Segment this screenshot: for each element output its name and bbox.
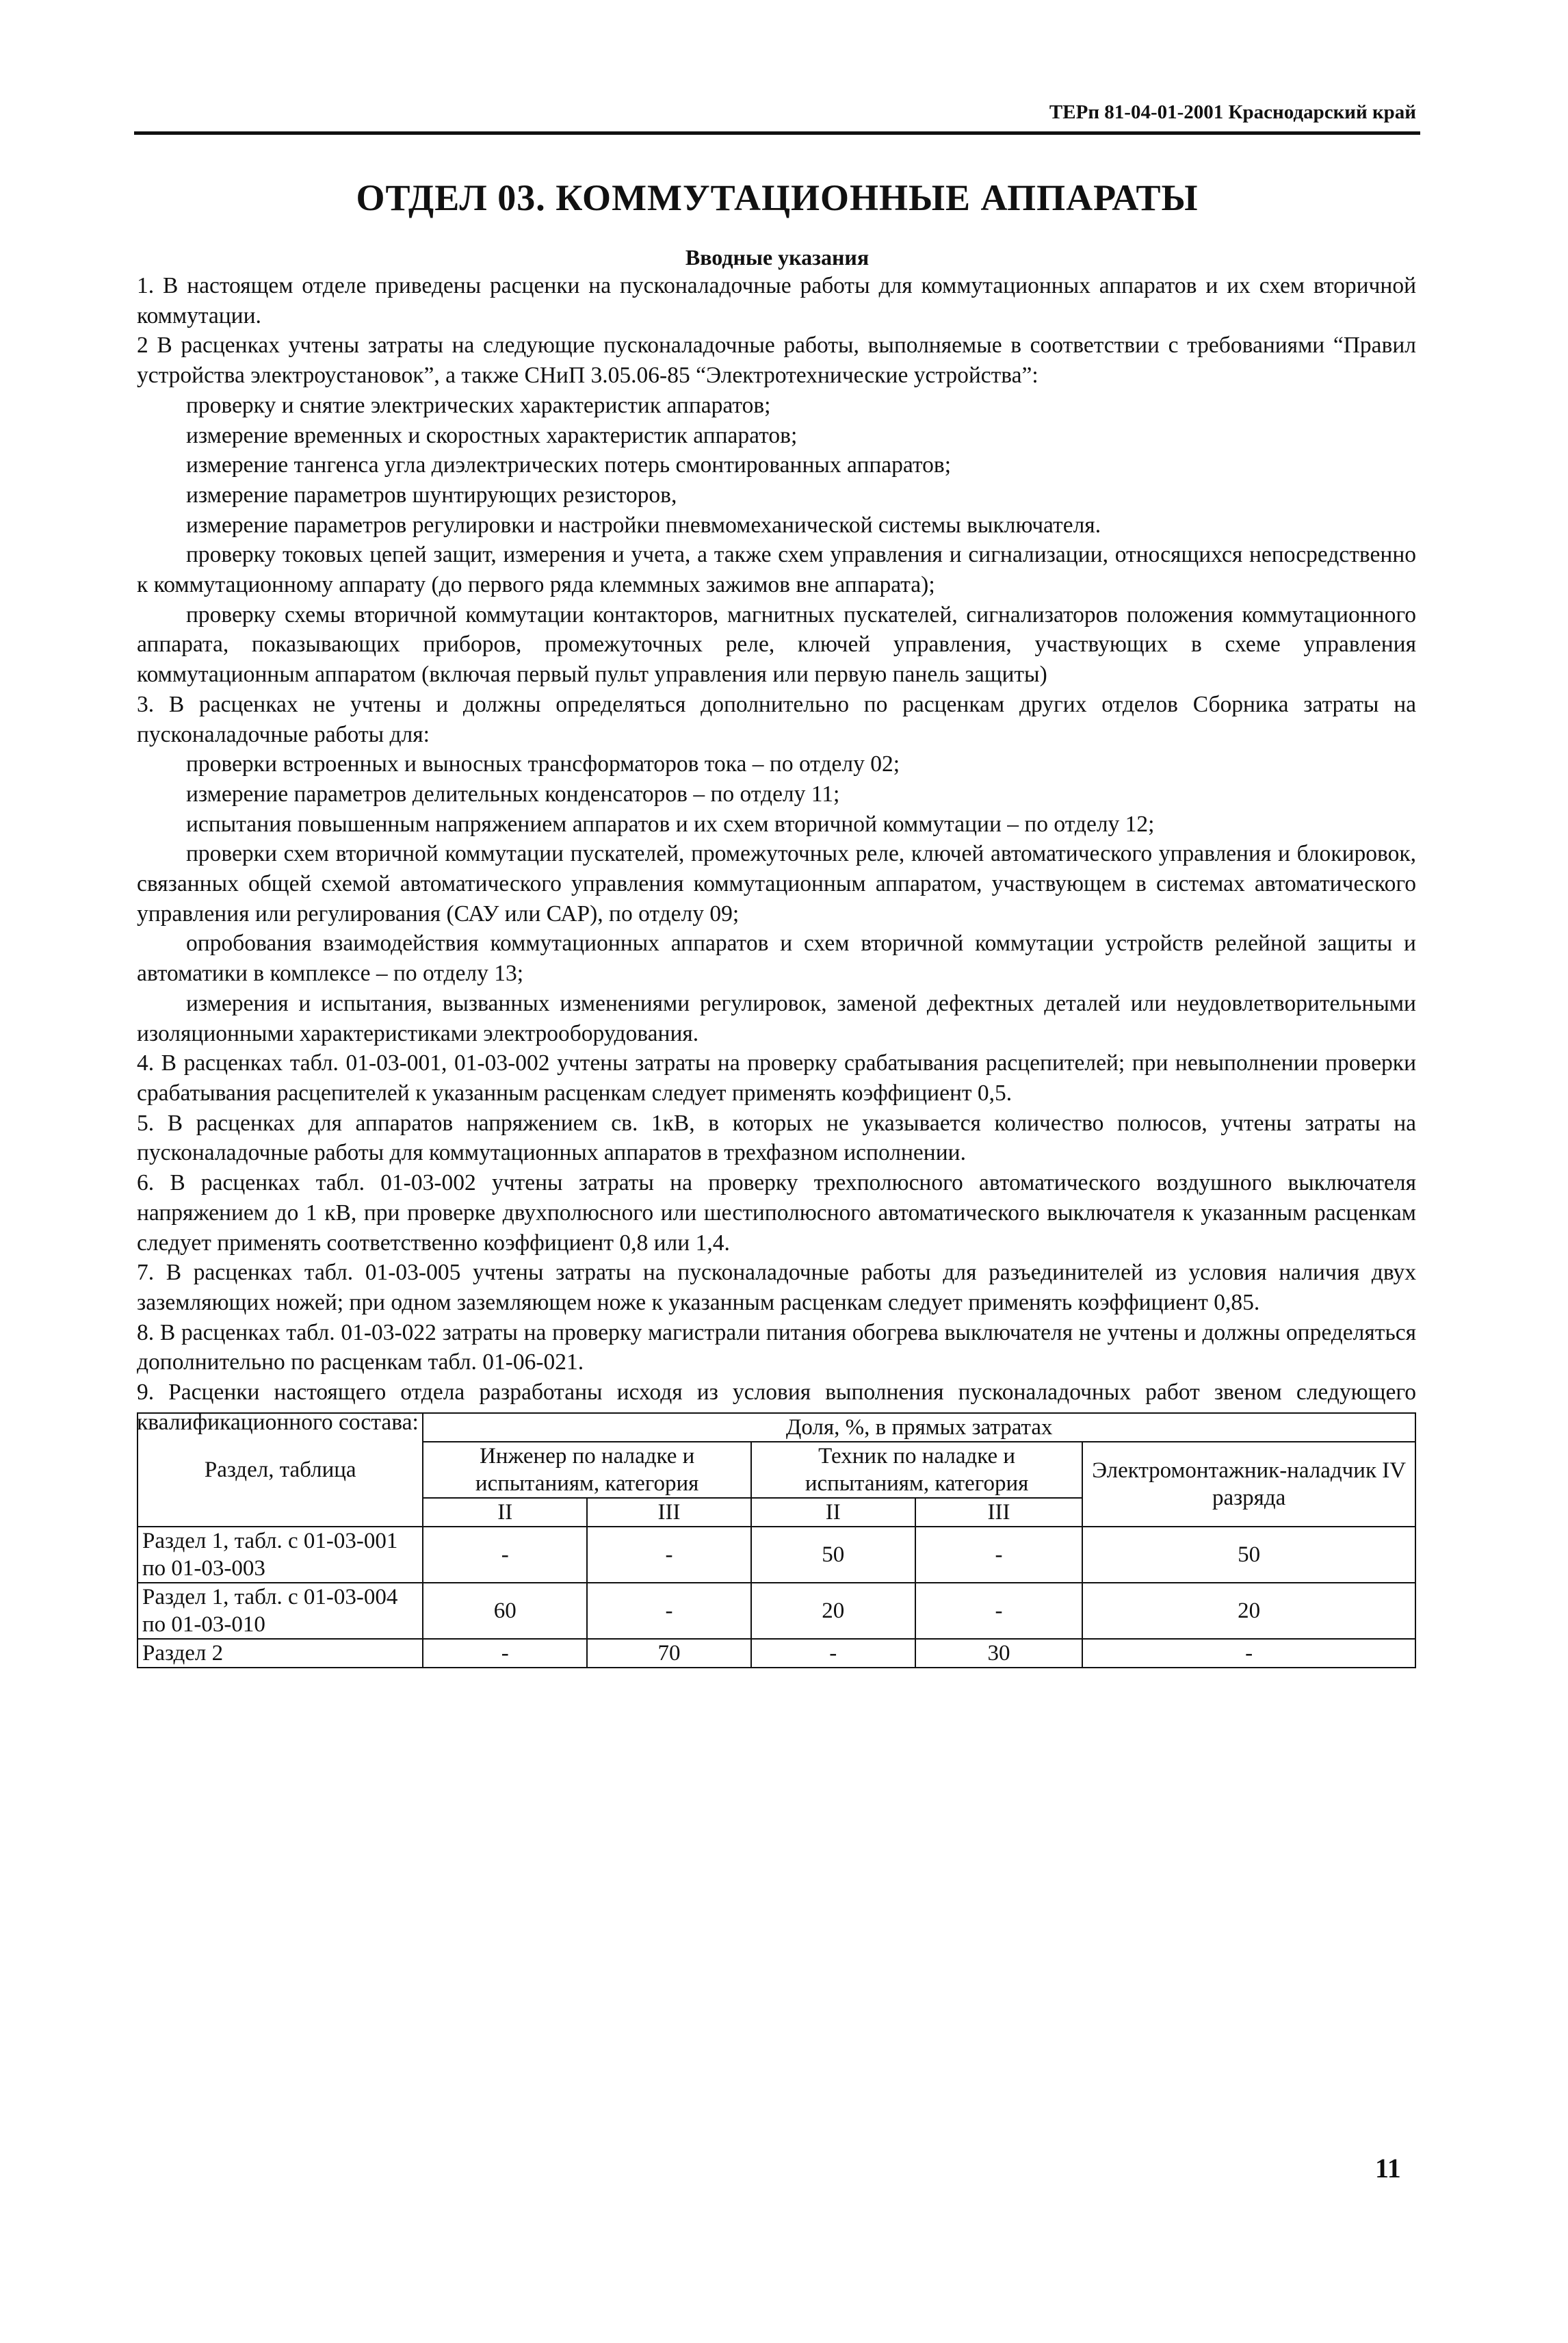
paragraph-9: 9. Расценки настоящего отдела разработаны исходя из условия выполнения пусконаладочных работ звеном следующего квалификационного состава: [137,1380,1416,1435]
list-item: измерение тангенса угла диэлектрических потерь смонтированных аппаратов; [186,452,951,478]
list-item: проверки встроенных и выносных трансформаторов тока – по отделу 02; [186,751,900,777]
list-item: измерение параметров шунтирующих резисторов, [186,482,677,508]
list-item: опробования взаимодействия коммутационных аппаратов и схем вторичной коммутации устройств релейной защиты и автоматики в комплексе – по отделу 13; [137,931,1416,987]
row-section: Раздел 1, табл. с 01-03-004 по 01-03-010 [138,1583,423,1639]
section-subtitle: Вводные указания [685,245,870,270]
list-item: проверки схем вторичной коммутации пускателей, промежуточных реле, ключей автоматического управления и блокировок, связанных общей схемой автоматического управления коммутационным аппаратом, участвующем в системах автоматического управления или регулирования (САУ или САР), по отделу 09; [137,841,1416,927]
document-code-header: ТЕРп 81-04-01-2001 Краснодарский край [1049,101,1416,123]
cell-electrician: 50 [1082,1527,1415,1583]
cell-engineer-iii: 70 [587,1639,751,1668]
cell-technician-iii: - [915,1583,1083,1639]
cell-technician-iii: - [915,1527,1083,1583]
list-item: измерение параметров делительных конденсаторов – по отделу 11; [186,781,840,807]
row-section: Раздел 2 [138,1639,423,1668]
header-electrician: Электромонтажник-наладчик IV разряда [1082,1442,1415,1527]
cell-technician-ii: - [751,1639,915,1668]
cell-electrician: - [1082,1639,1415,1668]
section-title: ОТДЕЛ 03. КОММУТАЦИОННЫЕ АППАРАТЫ [356,177,1199,218]
cell-technician-ii: 20 [751,1583,915,1639]
header-section: Раздел, таблица [138,1413,423,1527]
paragraph-7: 7. В расценках табл. 01-03-005 учтены затраты на пусконаладочные работы для разъединителей из условия наличия двух заземляющих ножей; при одном заземляющем ноже к указанным расценкам следует применять коэффициент 0,85. [137,1260,1416,1315]
cell-engineer-ii: - [423,1639,587,1668]
header-category-ii: II [423,1498,587,1527]
paragraph-3: 3. В расценках не учтены и должны определяться дополнительно по расценкам других отделов Сборника затраты на пусконаладочные работы для: [137,691,1416,747]
header-category-iii: III [587,1498,751,1527]
row-section: Раздел 1, табл. с 01-03-001 по 01-03-003 [138,1527,423,1583]
table-row [138,1583,1415,1639]
list-item: проверку токовых цепей защит, измерения и учета, а также схем управления и сигнализации, относящихся непосредственно к коммутационному аппарату (до первого ряда клеммных зажимов вне аппарата); [137,542,1416,598]
paragraph-8: 8. В расценках табл. 01-03-022 затраты на проверку магистрали питания обогрева выключателя не учтены и должны определяться дополнительно по расценкам табл. 01-06-021. [137,1319,1416,1375]
introductory-notes [137,271,1416,1437]
cell-technician-iii: 30 [915,1639,1083,1668]
list-item: измерение параметров регулировки и настройки пневмомеханической системы выключателя. [186,512,1101,538]
page-number: 11 [1375,2153,1401,2184]
cell-technician-ii: 50 [751,1527,915,1583]
table-row [138,1639,1415,1668]
header-category-iii: III [915,1498,1083,1527]
header-share-of-direct-costs: Доля, %, в прямых затратах [423,1413,1415,1442]
paragraph-5: 5. В расценках для аппаратов напряжением св. 1кВ, в которых не указывается количество полюсов, учтены затраты на пусконаладочные работы для коммутационных аппаратов в трехфазном исполнении. [137,1110,1416,1166]
crew-composition-table [137,1412,1416,1668]
header-technician: Техник по наладке и испытаниям, категория [751,1442,1082,1498]
cell-engineer-iii: - [587,1527,751,1583]
cell-electrician: 20 [1082,1583,1415,1639]
table-row [138,1527,1415,1583]
paragraph-2: 2 В расценках учтены затраты на следующие пусконаладочные работы, выполняемые в соответствии с требованиями “Правил устройства электроустановок”, а также СНиП 3.05.06-85 “Электротехнические устройства”: [137,333,1416,389]
list-item: проверку схемы вторичной коммутации контакторов, магнитных пускателей, сигнализаторов положения коммутационного аппарата, показывающих приборов, промежуточных реле, ключей управления, участвующих в схеме управления коммутационным аппаратом (включая первый пульт управления или первую панель защиты) [137,601,1416,688]
list-item: проверку и снятие электрических характеристик аппаратов; [186,392,771,418]
cell-engineer-ii: 60 [423,1583,587,1639]
cell-engineer-ii: - [423,1527,587,1583]
list-item: измерение временных и скоростных характеристик аппаратов; [186,422,798,448]
list-item: измерения и испытания, вызванных изменениями регулировок, заменой дефектных деталей или неудовлетворительными изоляционными характеристиками электрооборудования. [137,990,1416,1046]
paragraph-4: 4. В расценках табл. 01-03-001, 01-03-002 учтены затраты на проверку срабатывания расцепителей; при невыполнении проверки срабатывания расцепителей к указанным расценкам следует применять коэффициент 0,5. [137,1050,1416,1106]
header-rule [134,131,1420,135]
header-engineer: Инженер по наладке и испытаниям, категория [423,1442,750,1498]
list-item: испытания повышенным напряжением аппаратов и их схем вторичной коммутации – по отделу 12; [186,811,1155,837]
paragraph-6: 6. В расценках табл. 01-03-002 учтены затраты на проверку трехполюсного автоматического воздушного выключателя напряжением до 1 кВ, при проверке двухполюсного или шестиполюсного автоматического выключателя к указанным расценкам следует применять соответственно коэффициент 0,8 или 1,4. [137,1170,1416,1256]
cell-engineer-iii: - [587,1583,751,1639]
header-category-ii: II [751,1498,915,1527]
paragraph-1: 1. В настоящем отделе приведены расценки на пусконаладочные работы для коммутационных аппаратов и их схем вторичной коммутации. [137,273,1416,328]
